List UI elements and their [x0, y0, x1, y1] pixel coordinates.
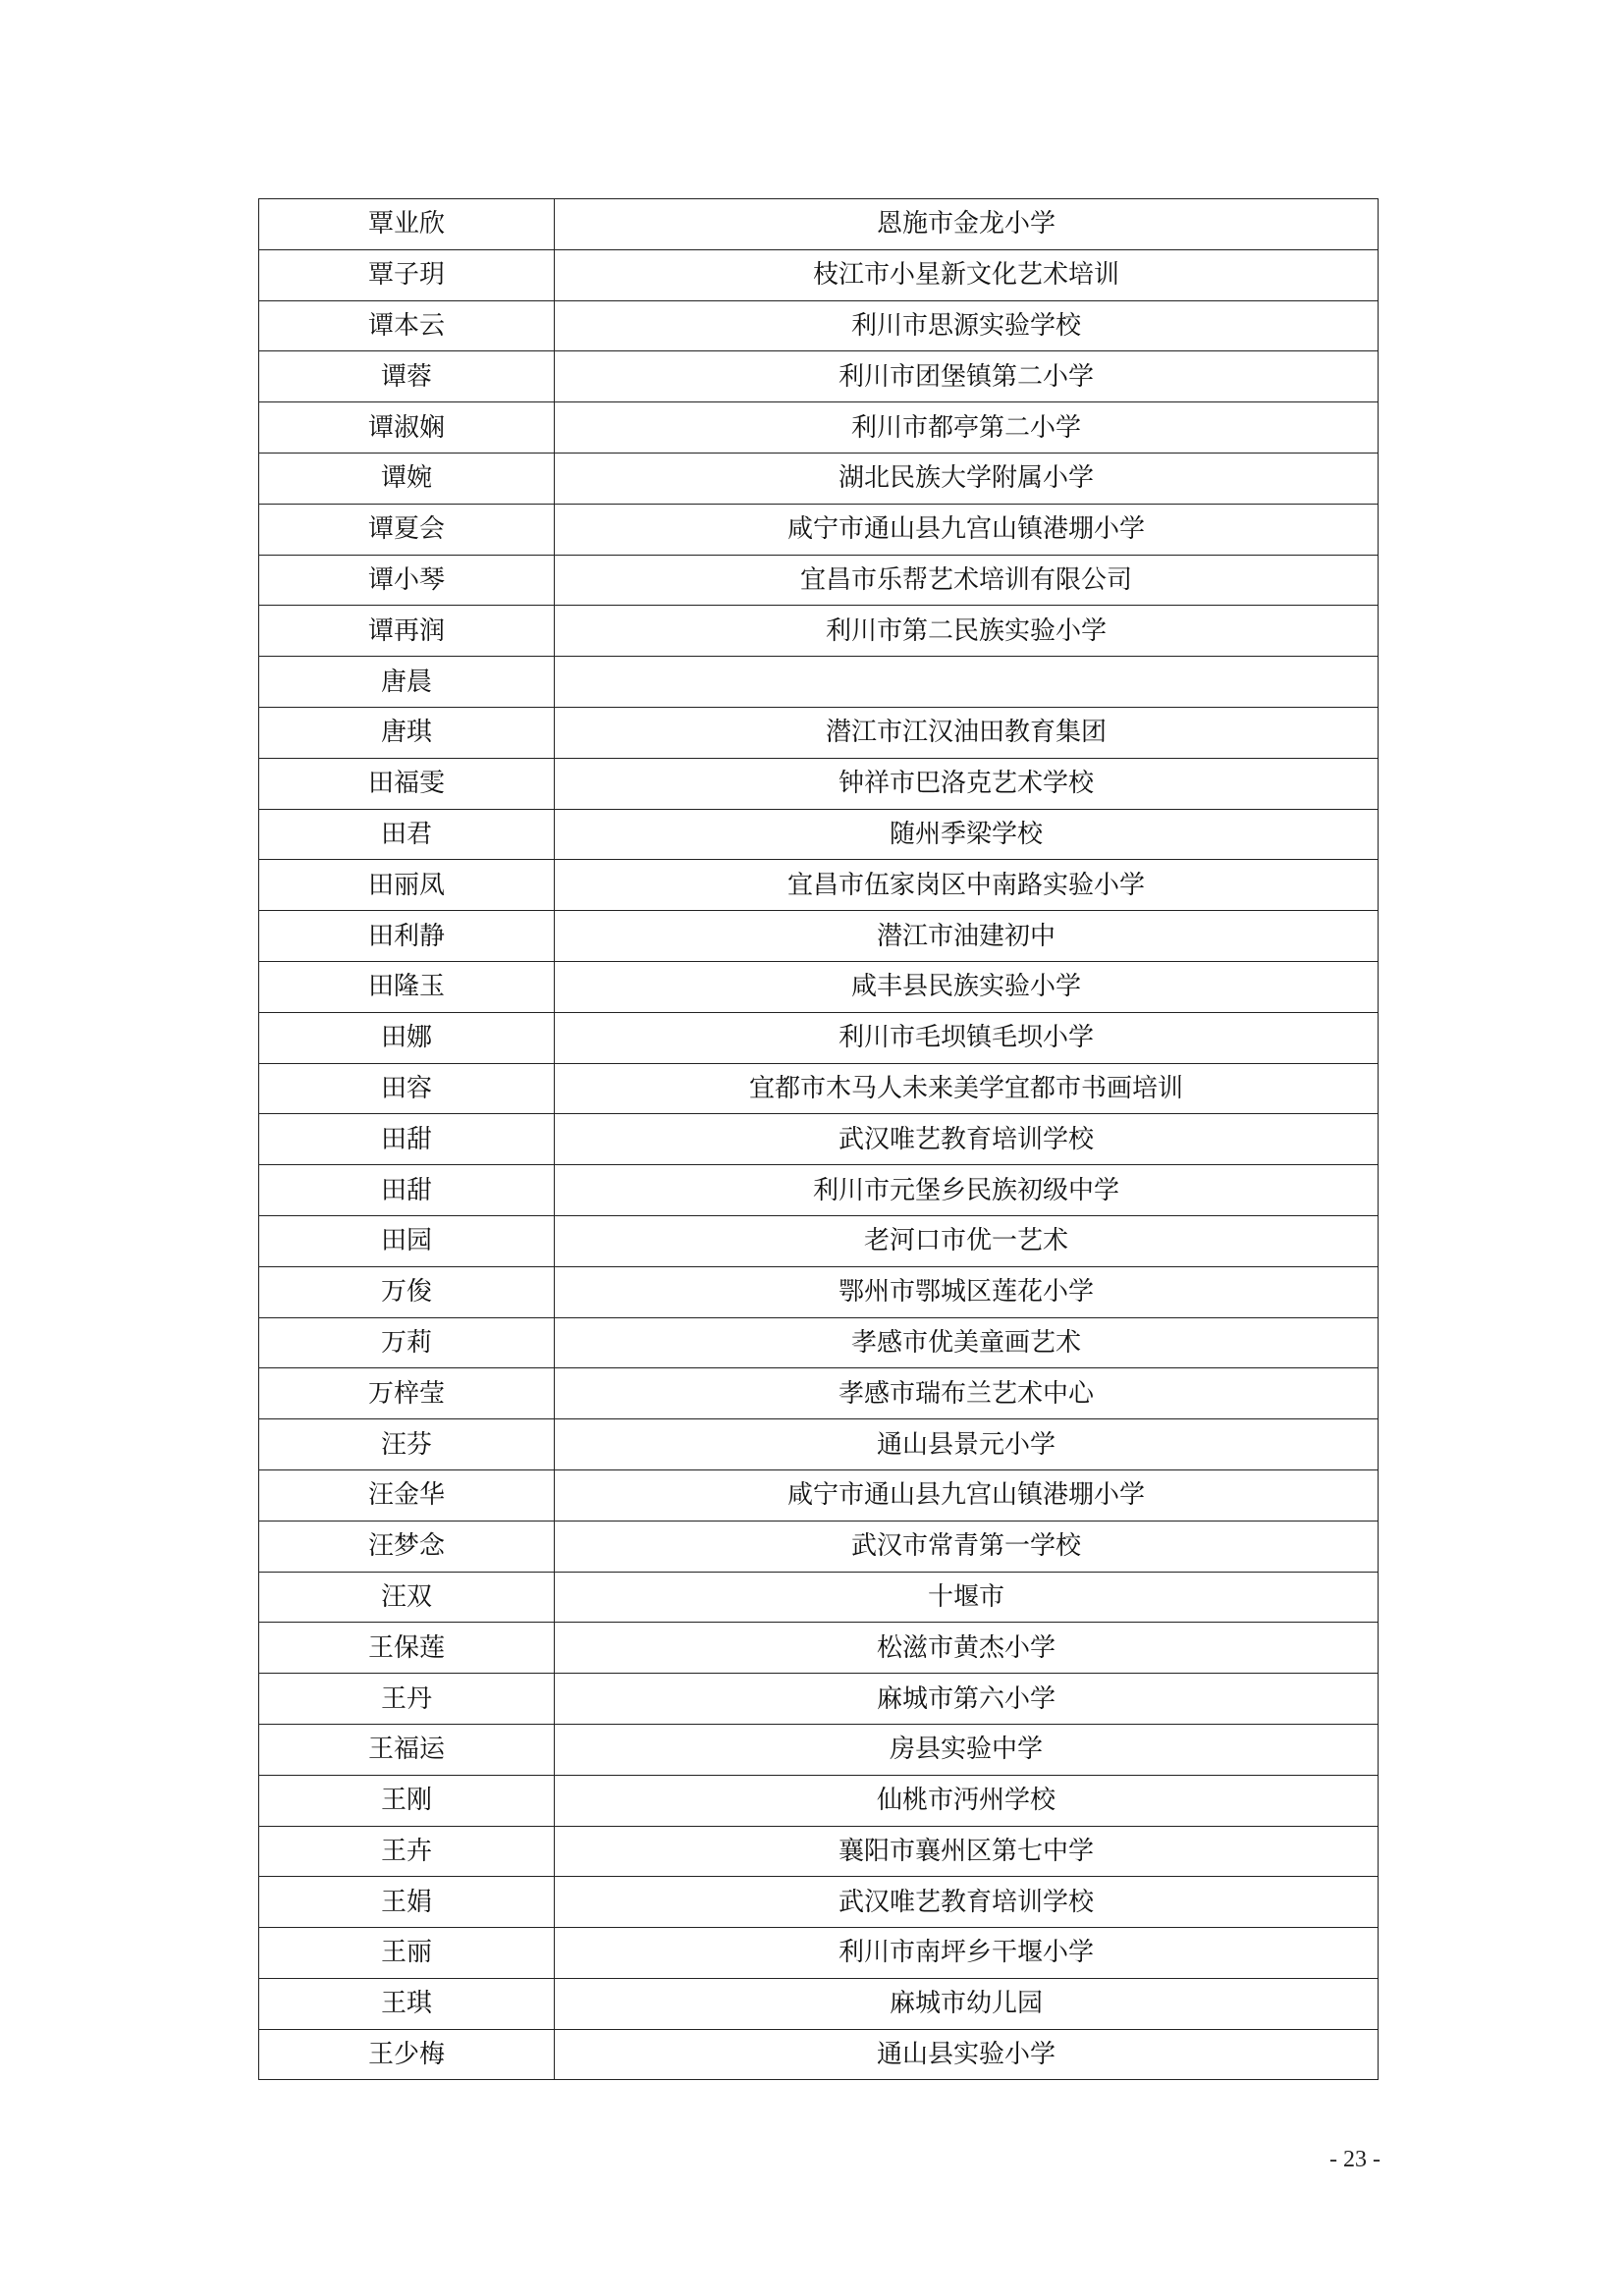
table-row	[259, 1114, 1379, 1165]
page-number: - 23 -	[1329, 2147, 1380, 2172]
name-cell: 田容	[259, 1063, 555, 1114]
name-cell: 王少梅	[259, 2029, 555, 2080]
table-row	[259, 504, 1379, 555]
unit-cell: 通山县景元小学	[555, 1419, 1379, 1470]
unit-cell: 麻城市幼儿园	[555, 1978, 1379, 2029]
name-cell: 王娟	[259, 1877, 555, 1928]
unit-cell: 孝感市瑞布兰艺术中心	[555, 1368, 1379, 1419]
name-cell: 王卉	[259, 1826, 555, 1877]
unit-cell: 宜都市木马人未来美学宜都市书画培训	[555, 1063, 1379, 1114]
unit-cell: 通山县实验小学	[555, 2029, 1379, 2080]
table-row	[259, 707, 1379, 758]
name-cell: 谭再润	[259, 606, 555, 657]
unit-cell: 恩施市金龙小学	[555, 199, 1379, 250]
unit-cell: 随州季梁学校	[555, 809, 1379, 860]
table-row	[259, 1063, 1379, 1114]
unit-cell: 利川市第二民族实验小学	[555, 606, 1379, 657]
name-cell: 田甜	[259, 1165, 555, 1216]
name-cell: 汪芬	[259, 1419, 555, 1470]
name-cell: 田娜	[259, 1012, 555, 1063]
name-cell: 田福雯	[259, 758, 555, 809]
table-row	[259, 1419, 1379, 1470]
table-row	[259, 1317, 1379, 1368]
name-cell: 王福运	[259, 1724, 555, 1775]
table-row	[259, 453, 1379, 504]
table-row	[259, 1572, 1379, 1623]
name-cell: 田隆玉	[259, 961, 555, 1012]
table-row	[259, 1724, 1379, 1775]
table-row	[259, 351, 1379, 402]
table-row	[259, 657, 1379, 708]
table-row	[259, 1469, 1379, 1521]
unit-cell: 利川市毛坝镇毛坝小学	[555, 1012, 1379, 1063]
name-cell: 唐晨	[259, 657, 555, 708]
name-cell: 唐琪	[259, 707, 555, 758]
table-row	[259, 860, 1379, 911]
table-row	[259, 911, 1379, 962]
unit-cell: 咸宁市通山县九宫山镇港堋小学	[555, 1469, 1379, 1521]
name-cell: 汪梦念	[259, 1521, 555, 1572]
unit-cell: 利川市思源实验学校	[555, 300, 1379, 351]
name-cell: 汪双	[259, 1572, 555, 1623]
name-cell: 谭本云	[259, 300, 555, 351]
table-row	[259, 249, 1379, 300]
unit-cell: 钟祥市巴洛克艺术学校	[555, 758, 1379, 809]
name-cell: 汪金华	[259, 1469, 555, 1521]
unit-cell: 仙桃市沔州学校	[555, 1775, 1379, 1826]
unit-cell: 利川市都亭第二小学	[555, 402, 1379, 454]
table-row	[259, 1266, 1379, 1317]
roster-table	[258, 198, 1379, 2080]
unit-cell: 咸宁市通山县九宫山镇港堋小学	[555, 504, 1379, 555]
table-row	[259, 1775, 1379, 1826]
table-row	[259, 606, 1379, 657]
table-row	[259, 2029, 1379, 2080]
table-row	[259, 555, 1379, 606]
unit-cell: 襄阳市襄州区第七中学	[555, 1826, 1379, 1877]
unit-cell: 潜江市江汉油田教育集团	[555, 707, 1379, 758]
table-row	[259, 1877, 1379, 1928]
unit-cell: 宜昌市伍家岗区中南路实验小学	[555, 860, 1379, 911]
name-cell: 田园	[259, 1215, 555, 1266]
table-row	[259, 199, 1379, 250]
name-cell: 田丽凤	[259, 860, 555, 911]
table-row	[259, 1623, 1379, 1674]
unit-cell: 武汉市常青第一学校	[555, 1521, 1379, 1572]
table-row	[259, 1012, 1379, 1063]
name-cell: 覃业欣	[259, 199, 555, 250]
unit-cell: 潜江市油建初中	[555, 911, 1379, 962]
name-cell: 谭婉	[259, 453, 555, 504]
table-row	[259, 809, 1379, 860]
table-row	[259, 1826, 1379, 1877]
table-row	[259, 1215, 1379, 1266]
unit-cell: 武汉唯艺教育培训学校	[555, 1877, 1379, 1928]
table-row	[259, 1368, 1379, 1419]
name-cell: 谭夏会	[259, 504, 555, 555]
unit-cell: 咸丰县民族实验小学	[555, 961, 1379, 1012]
unit-cell: 武汉唯艺教育培训学校	[555, 1114, 1379, 1165]
unit-cell: 房县实验中学	[555, 1724, 1379, 1775]
name-cell: 田甜	[259, 1114, 555, 1165]
unit-cell: 孝感市优美童画艺术	[555, 1317, 1379, 1368]
unit-cell: 枝江市小星新文化艺术培训	[555, 249, 1379, 300]
table-row	[259, 1521, 1379, 1572]
unit-cell: 利川市团堡镇第二小学	[555, 351, 1379, 402]
name-cell: 田利静	[259, 911, 555, 962]
table-row	[259, 1674, 1379, 1725]
unit-cell: 利川市南坪乡干堰小学	[555, 1928, 1379, 1979]
name-cell: 谭小琴	[259, 555, 555, 606]
table-row	[259, 961, 1379, 1012]
unit-cell: 宜昌市乐帮艺术培训有限公司	[555, 555, 1379, 606]
name-cell: 谭蓉	[259, 351, 555, 402]
name-cell: 王丹	[259, 1674, 555, 1725]
table-row	[259, 1165, 1379, 1216]
name-cell: 王刚	[259, 1775, 555, 1826]
name-cell: 田君	[259, 809, 555, 860]
name-cell: 覃子玥	[259, 249, 555, 300]
table-row	[259, 758, 1379, 809]
name-cell: 万梓莹	[259, 1368, 555, 1419]
unit-cell	[555, 657, 1379, 708]
unit-cell: 松滋市黄杰小学	[555, 1623, 1379, 1674]
name-cell: 谭淑娴	[259, 402, 555, 454]
name-cell: 王丽	[259, 1928, 555, 1979]
unit-cell: 利川市元堡乡民族初级中学	[555, 1165, 1379, 1216]
unit-cell: 十堰市	[555, 1572, 1379, 1623]
table-row	[259, 1928, 1379, 1979]
unit-cell: 湖北民族大学附属小学	[555, 453, 1379, 504]
table-row	[259, 300, 1379, 351]
unit-cell: 老河口市优一艺术	[555, 1215, 1379, 1266]
unit-cell: 鄂州市鄂城区莲花小学	[555, 1266, 1379, 1317]
name-cell: 万俊	[259, 1266, 555, 1317]
name-cell: 王保莲	[259, 1623, 555, 1674]
name-cell: 万莉	[259, 1317, 555, 1368]
table-row	[259, 1978, 1379, 2029]
unit-cell: 麻城市第六小学	[555, 1674, 1379, 1725]
name-cell: 王琪	[259, 1978, 555, 2029]
table-row	[259, 402, 1379, 454]
